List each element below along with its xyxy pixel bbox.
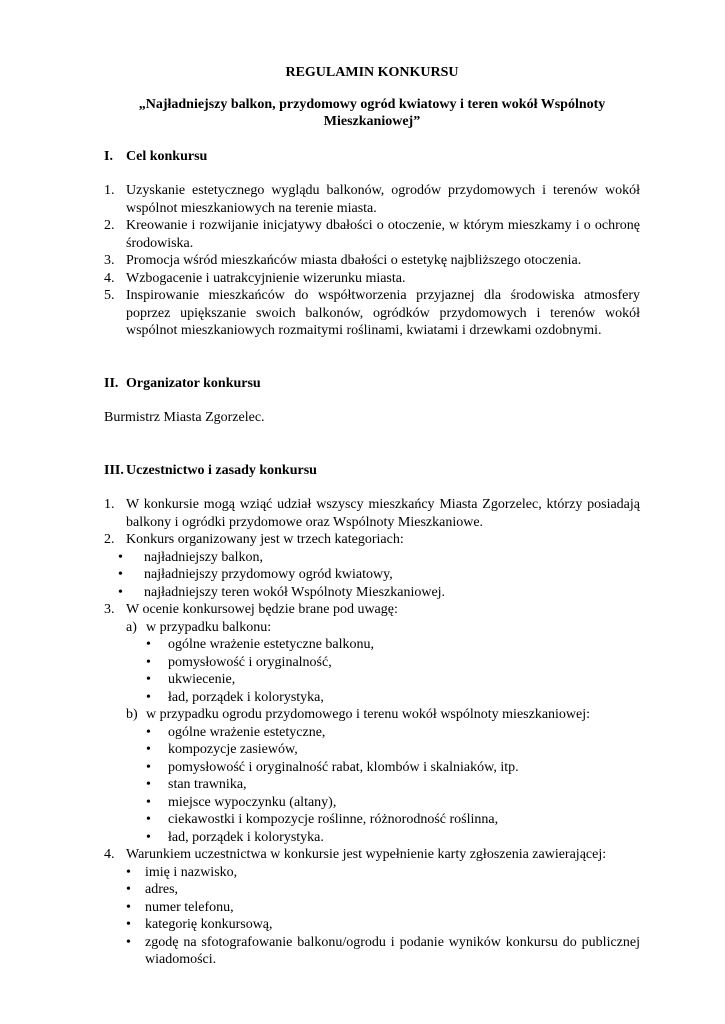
category-item: • najładniejszy balkon,: [118, 549, 263, 565]
criteria-subheading: b) w przypadku ogrodu przydomowego i terenu wokół wspólnoty mieszkaniowej:: [126, 707, 591, 722]
category-item: • najładniejszy teren wokół Wspólnoty Mieszkaniowej.: [118, 584, 446, 600]
list-item: 5. Inspirowanie mieszkańców do współtworzenia przyjaznej dla środowiska atmosfery poprzez upiększanie swoich balkonów, ogródków przydomowych i terenów wokół wspólnot mieszkaniowych rozmaitymi roślinami, kwiatami i drzewkami ozdobnymi.: [104, 288, 640, 338]
criteria-item: • ogólne wrażenie estetyczne,: [146, 724, 326, 740]
bullet-icon: •: [146, 654, 151, 670]
form-field-item: • kategorię konkursową,: [126, 917, 273, 932]
document-page: [104, 64, 640, 969]
list-item: 2. Kreowanie i rozwijanie inicjatywy dbałości o otoczenie, w którym mieszkamy i o ochronę środowiska.: [104, 218, 640, 251]
bullet-icon: •: [146, 759, 151, 775]
list-item: 2. Konkurs organizowany jest w trzech kategoriach:: [104, 532, 404, 547]
criteria-item: • ład, porządek i kolorystyka,: [146, 689, 324, 705]
bullet-icon: •: [126, 864, 131, 880]
criteria-item: • ład, porządek i kolorystyka.: [146, 829, 324, 845]
list-item: 3. Promocja wśród mieszkańców miasta dbałości o estetykę najbliższego otoczenia.: [104, 253, 582, 268]
criteria-item: • ogólne wrażenie estetyczne balkonu,: [146, 637, 375, 652]
section-heading-goal: [104, 148, 640, 166]
criteria-item: • ukwiecenie,: [146, 672, 236, 687]
contest-name: „Najładniejszy balkon, przydomowy ogród kwiatowy i teren wokół Wspólnoty Mieszkaniowej”: [138, 96, 606, 129]
criteria-item: • miejsce wypoczynku (altany),: [146, 794, 337, 810]
bullet-icon: •: [126, 899, 131, 915]
list-item: 4. Warunkiem uczestnictwa w konkursie jest wypełnienie karty zgłoszenia zawierającej:: [104, 847, 607, 862]
form-field-item: • zgodę na sfotografowanie balkonu/ogrodu i podanie wyników konkursu do publicznej wiadomości.: [126, 934, 640, 967]
criteria-item: • pomysłowość i oryginalność,: [146, 654, 332, 670]
criteria-item: • kompozycje zasiewów,: [146, 742, 298, 757]
bullet-icon: •: [118, 567, 123, 582]
criteria-subheading: a) w przypadku balkonu:: [126, 619, 272, 635]
section-title: Organizator konkursu: [126, 375, 261, 391]
section-number: II.: [104, 375, 119, 391]
section-heading-organizer: [104, 375, 640, 393]
bullet-icon: •: [146, 672, 151, 687]
criteria-item: • pomysłowość i oryginalność rabat, klombów i skalniaków, itp.: [146, 759, 519, 775]
form-field-item: • adres,: [126, 882, 179, 897]
bullet-icon: •: [146, 742, 151, 757]
list-item: 1. Uzyskanie estetycznego wyglądu balkonów, ogrodów przydomowych i terenów wokół wspólnot mieszkaniowych na terenie miasta.: [104, 183, 640, 216]
list-item: 4. Wzbogacenie i uatrakcyjnienie wizerunku miasta.: [104, 270, 406, 286]
section-title: Cel konkursu: [126, 148, 208, 164]
criteria-item: • ciekawostki i kompozycje roślinne, różnorodność roślinna,: [146, 812, 499, 827]
organizer-text: Burmistrz Miasta Zgorzelec.: [104, 410, 265, 425]
list-item: 3. W ocenie konkursowej będzie brane pod uwagę:: [104, 602, 398, 617]
goal-list: [104, 182, 640, 340]
section-number: I.: [104, 148, 113, 164]
bullet-icon: •: [146, 637, 151, 652]
form-field-item: • imię i nazwisko,: [126, 864, 238, 880]
bullet-icon: •: [126, 882, 131, 897]
bullet-icon: •: [146, 724, 151, 740]
document-title: REGULAMIN KONKURSU: [285, 65, 459, 80]
bullet-icon: •: [126, 934, 131, 950]
bullet-icon: •: [146, 812, 151, 827]
bullet-icon: •: [146, 689, 151, 705]
list-item: 1. W konkursie mogą wziąć udział wszyscy mieszkańcy Miasta Zgorzelec, którzy posiadają balkony i ogródki przydomowe oraz Wspólnoty Mieszkaniowe.: [104, 497, 640, 530]
section-heading-participation: [104, 462, 640, 480]
section-title: Uczestnictwo i zasady konkursu: [126, 462, 317, 478]
bullet-icon: •: [118, 549, 123, 565]
form-field-item: • numer telefonu,: [126, 899, 234, 915]
section-number: III.: [104, 462, 124, 478]
bullet-icon: •: [146, 829, 151, 845]
participation-list: [104, 496, 640, 969]
bullet-icon: •: [146, 794, 151, 810]
criteria-item: • stan trawnika,: [146, 777, 247, 792]
category-item: • najładniejszy przydomowy ogród kwiatowy,: [118, 567, 393, 582]
bullet-icon: •: [118, 584, 123, 600]
bullet-icon: •: [146, 777, 151, 792]
bullet-icon: •: [126, 917, 131, 932]
